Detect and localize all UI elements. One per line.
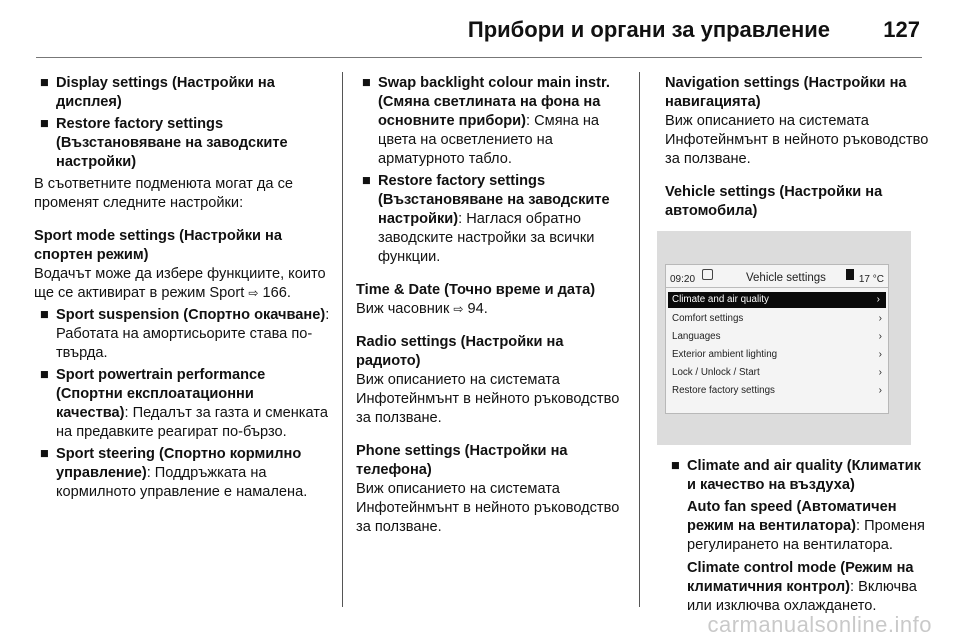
watermark: carmanualsonline.info [707,612,932,637]
fan-speed-text: Auto fan speed (Автоматичен режим на вентилатора): Променя регулирането на вентилатора. [687,499,925,553]
sport-text: Водачът може да избере функциите, които ще се активират в режим Sport ⇨ 166. [34,266,326,301]
chevron-right-icon: › [878,349,882,360]
radio-text: Виж описанието на системата Инфотейнмънт в нейното ръководство за ползване. [356,372,620,426]
bullet-item: ■ Sport suspension (Спортно окачване): Работата на амортисьорите става по-твърда. [40,307,330,361]
sport-heading: Sport mode settings (Настройки на спортен режим) [34,228,282,263]
phone-text: Виж описанието на системата Инфотейнмънт в нейното ръководство за ползване. [356,481,620,535]
page-ref-arrow-icon: ⇨ [453,302,464,316]
bullet-item: ■ Restore factory settings (Възстановяване на заводските настройки) [40,116,288,170]
nav-heading: Navigation settings (Настройки на навигацията) [665,75,907,110]
bullet-icon: ■ [40,367,49,383]
page-title: Прибори и органи за управление [467,17,830,42]
intro-text: В съответните подменюта могат да се променят следните настройки: [34,176,294,211]
chevron-right-icon: › [878,367,882,378]
column-1 [34,74,330,505]
bullet-icon: ■ [40,116,49,132]
menu-item[interactable]: Comfort settings › [666,310,888,328]
bullet-item: ■ Climate and air quality (Климатик и качество на въздуха) [671,458,921,493]
bullet-item: ■ Swap backlight colour main instr. (Смяна светлината на фона на основните прибори): Смяна на цвета на осветлението на арматурното табло. [362,75,610,167]
bullet-icon: ■ [362,75,371,91]
column-3 [665,74,929,620]
page-header [0,0,960,60]
bullet-icon: ■ [362,173,371,189]
menu-item-climate[interactable]: Climate and air quality › [668,292,886,308]
header-rule [36,57,922,58]
page-number: 127 [883,17,920,42]
radio-heading: Radio settings (Настройки на радиото) [356,334,564,369]
column-divider [342,72,343,607]
time-text: Виж часовник ⇨ 94. [356,301,488,317]
vehicle-settings-screenshot [657,231,911,445]
chevron-right-icon: › [878,313,882,324]
screen-time: 09:20 [670,274,696,285]
climate-mode-text: Climate control mode (Режим на климатичния контрол): Включва или изключва охлаждането. [687,560,917,614]
column-2 [356,74,620,551]
bullet-item: ■ Sport powertrain performance (Спортни експлоатационни качества): Педалът за газта и сменката на предавките реагират по-бързо. [40,367,328,440]
bullet-icon: ■ [40,75,49,91]
column-divider [639,72,640,607]
screen-title: Vehicle settings [746,272,826,284]
page-ref-arrow-icon: ⇨ [248,286,259,300]
menu-item[interactable]: Exterior ambient lighting › [666,346,888,364]
bullet-icon: ■ [40,446,49,462]
display-screen [665,264,889,414]
bullet-item: ■ Display settings (Настройки на дисплея) [40,75,275,110]
menu-item[interactable]: Languages › [666,328,888,346]
vehicle-heading: Vehicle settings (Настройки на автомобила) [665,184,883,219]
clock-icon [702,269,713,280]
screen-status-bar [666,265,888,288]
chevron-right-icon: › [876,294,880,305]
chevron-right-icon: › [878,331,882,342]
menu-item[interactable]: Lock / Unlock / Start › [666,364,888,382]
chevron-right-icon: › [878,385,882,396]
phone-heading: Phone settings (Настройки на телефона) [356,443,568,478]
nav-text: Виж описанието на системата Инфотейнмънт в нейното ръководство за ползване. [665,113,929,167]
bullet-item: ■ Sport steering (Спортно кормилно управление): Поддръжката на кормилното управление е намалена. [40,446,308,500]
time-heading: Time & Date (Точно време и дата) [356,282,596,298]
screen-temperature: 17 °C [858,274,884,285]
bullet-item: ■ Restore factory settings (Възстановяване на заводските настройки): Наглася обратно заводските настройки за всички функции. [362,173,610,265]
menu-item[interactable]: Restore factory settings › [666,382,888,400]
bullet-icon: ■ [40,307,49,323]
door-icon [846,269,854,280]
bullet-icon: ■ [671,458,680,474]
